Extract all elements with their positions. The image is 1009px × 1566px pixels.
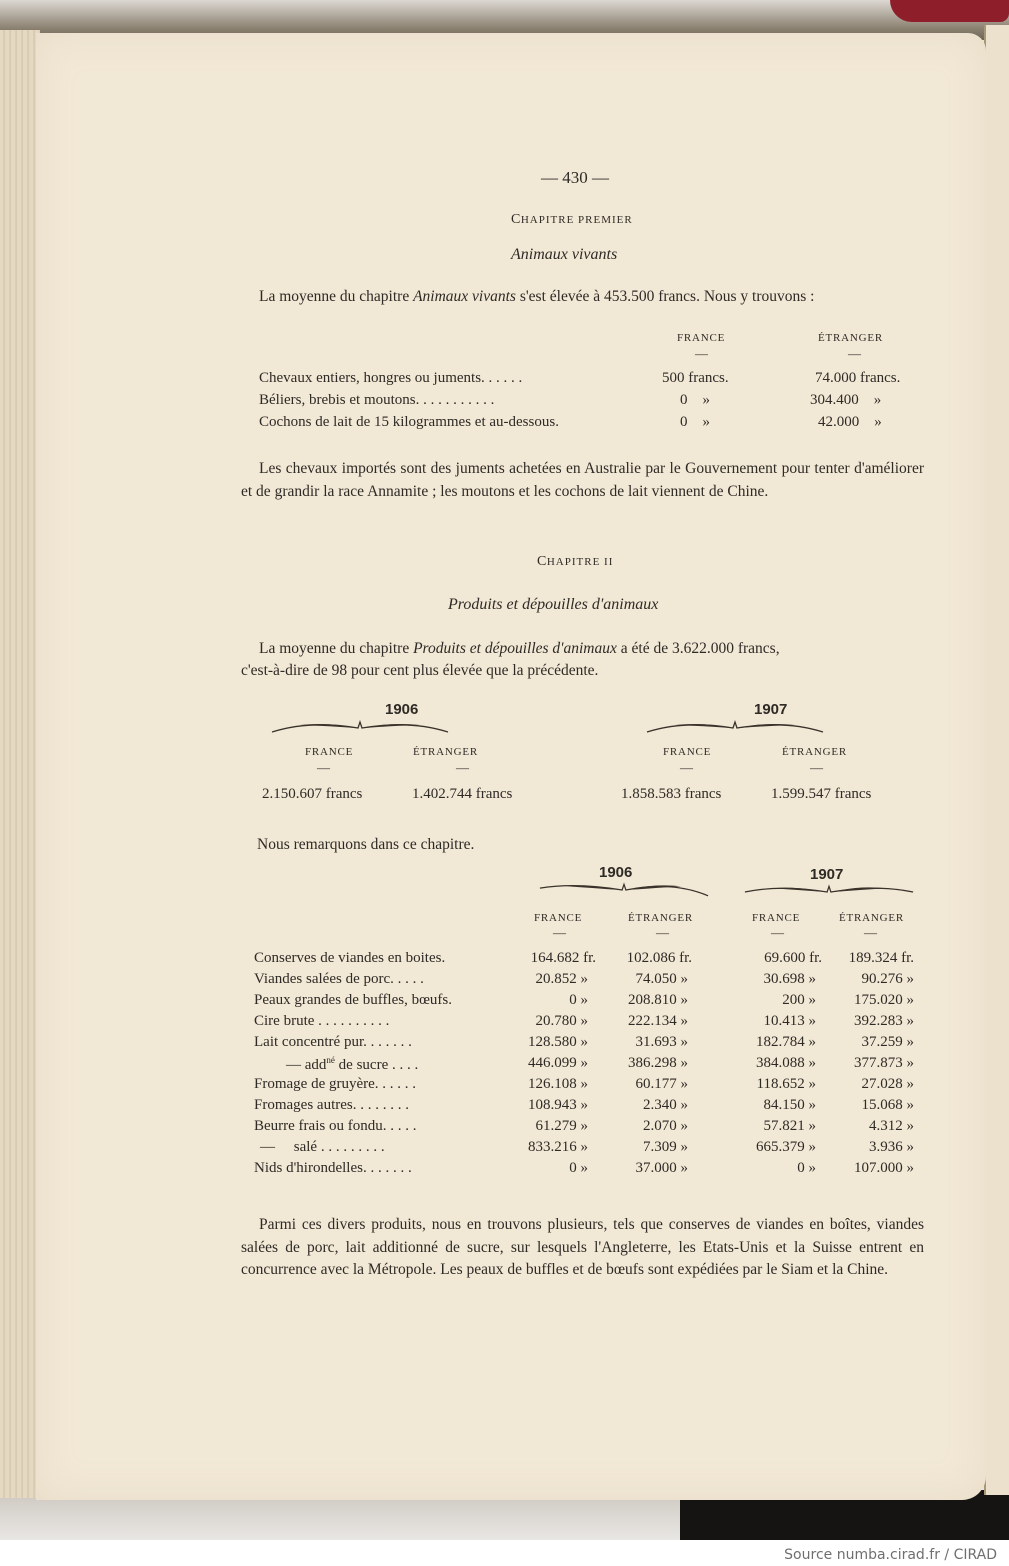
cell-france-1906: 20.780 » [535,1013,588,1029]
row-label-prefix: — add [286,1057,327,1073]
row-label: Beurre frais ou fondu. . . . . [254,1118,417,1134]
cell-france-1906: 108.943 » [528,1097,588,1113]
cell-etranger-1906: 37.000 » [635,1160,688,1176]
cell-etranger-1906: 102.086 fr. [626,950,692,966]
detail-table [254,950,924,1181]
table-cell-france: 500 francs. [662,370,729,386]
chapter2-title: Produits et dépouilles d'animaux [448,596,659,613]
row-label-superscript: né [326,1055,335,1065]
col-header-france: FRANCE [305,746,354,758]
cell-etranger-1907: 90.276 » [861,971,914,987]
cell-etranger-1907: 175.020 » [854,992,914,1008]
table-row [254,971,924,992]
year-label-1907: 1907 [754,701,788,718]
table-cell-france: 0 » [680,392,710,408]
intro-italic: Animaux vivants [413,288,516,305]
table-cell-etranger: 304.400 » [810,392,882,408]
cell-etranger-1907: 27.028 » [861,1076,914,1092]
cell-etranger-1907: 107.000 » [854,1160,914,1176]
cell-etranger-1907: 377.873 » [854,1055,914,1071]
table-row [254,1034,924,1055]
cell-france-1907: 384.088 » [756,1055,816,1071]
table-row-label: Béliers, brebis et moutons. . . . . . . . . . . [259,392,495,408]
table-row [254,950,924,971]
row-label: Cire brute . . . . . . . . . . [254,1013,390,1029]
col-dash: — [456,760,469,775]
cell-etranger-1906: 31.693 » [635,1034,688,1050]
total-france-1907: 1.858.583 francs [621,786,722,802]
detail-year-1907: 1907 [810,866,844,883]
total-france-1906: 2.150.607 francs [262,786,363,802]
brace-ornament [538,880,710,902]
row-label: Lait concentré pur. . . . . . . [254,1034,412,1050]
cell-france-1906: 20.852 » [535,971,588,987]
closing-paragraph: Parmi ces divers produits, nous en trouvons plusieurs, tels que conserves de viandes en boîtes, viandes salées de porc, lait additionné de sucre, sur lesquels l'Angleterre, les Etats-Unis et la Suisse entrent en concurrence avec la Métropole. Les peaux de buffles et de bœufs sont expédiées par le Siam et la Chine. [241,1216,924,1278]
cell-france-1906: 0 » [569,1160,588,1176]
chapter1-heading-initial: C [511,212,521,227]
intro-text: La moyenne du chapitre [259,288,414,305]
cell-france-1907: 118.652 » [756,1076,816,1092]
cell-france-1906: 446.099 » [528,1055,588,1071]
cell-etranger-1906: 208.810 » [628,992,688,1008]
chapter1-heading-rest: HAPITRE PREMIER [520,214,633,226]
cell-france-1906: 61.279 » [535,1118,588,1134]
cell-etranger-1907: 3.936 » [869,1139,914,1155]
cell-etranger-1906: 60.177 » [635,1076,688,1092]
year-label-1906: 1906 [385,701,419,718]
col-header-etranger: ÉTRANGER [818,332,884,344]
col-header-france: FRANCE [534,912,583,924]
cell-france-1907: 0 » [797,1160,816,1176]
intro-text-after: a été de 3.622.000 francs, [616,640,780,657]
table-cell-france: 0 » [680,414,710,430]
chapter2-heading-initial: C [537,554,547,569]
cell-france-1907: 84.150 » [763,1097,816,1113]
cell-etranger-1907: 189.324 fr. [848,950,914,966]
brace-ornament [645,718,825,740]
col-header-etranger: ÉTRANGER [839,912,905,924]
chapter2-remark: Nous remarquons dans ce chapitre. [257,836,475,853]
col-dash: — [771,925,784,940]
col-dash: — [864,925,877,940]
cell-etranger-1906: 2.070 » [643,1118,688,1134]
col-header-etranger: ÉTRANGER [413,746,479,758]
total-etranger-1906: 1.402.744 francs [412,786,513,802]
total-etranger-1907: 1.599.547 francs [771,786,872,802]
row-label: Conserves de viandes en boites. [254,950,446,966]
table-row [254,1055,924,1076]
cell-france-1906: 164.682 fr. [530,950,596,966]
cell-france-1907: 57.821 » [763,1118,816,1134]
table-row-label: Cochons de lait de 15 kilogrammes et au-dessous. [259,414,559,430]
col-header-etranger: ÉTRANGER [628,912,694,924]
row-label: Fromage de gruyère. . . . . . [254,1076,417,1092]
cell-france-1907: 200 » [782,992,816,1008]
col-dash: — [553,925,566,940]
chapter1-paragraph: Les chevaux importés sont des juments achetées en Australie par le Gouvernement pour tenter d'améliorer et de grandir la race Annamite ; les moutons et les cochons de lait viennent de Chine. [241,460,924,500]
cell-etranger-1906: 222.134 » [628,1013,688,1029]
brace-ornament [270,718,450,740]
cell-etranger-1907: 392.283 » [854,1013,914,1029]
chapter2-intro-line2: c'est-à-dire de 98 pour cent plus élevée que la précédente. [241,662,599,679]
table-row-label: Chevaux entiers, hongres ou juments. . . . . . [259,370,523,386]
chapter1-title: Animaux vivants [511,246,618,263]
scan-bottom-shadow [0,1495,700,1540]
cell-france-1907: 69.600 fr. [764,950,822,966]
table-row [254,1076,924,1097]
table-row [254,1013,924,1034]
col-header-france: FRANCE [752,912,801,924]
col-header-etranger: ÉTRANGER [782,746,848,758]
table-row [254,1139,924,1160]
cell-etranger-1907: 4.312 » [869,1118,914,1134]
cell-etranger-1906: 2.340 » [643,1097,688,1113]
page-number: — 430 — [541,168,609,187]
row-label [286,1055,418,1074]
cell-france-1906: 0 » [569,992,588,1008]
chapter1-heading [511,212,633,228]
col-dash: — [695,346,708,361]
row-label-suffix: de sucre . . . . [334,1057,419,1073]
row-label: Nids d'hirondelles. . . . . . . [254,1160,412,1176]
source-credit: Source numba.cirad.fr / CIRAD [784,1547,997,1563]
cell-etranger-1906: 386.298 » [628,1055,688,1071]
col-dash: — [317,760,330,775]
chapter2-heading-rest: HAPITRE II [546,556,614,568]
cell-france-1906: 128.580 » [528,1034,588,1050]
table-row [254,992,924,1013]
row-label: Fromages autres. . . . . . . . [254,1097,409,1113]
col-dash: — [848,346,861,361]
table-cell-etranger: 42.000 » [818,414,882,430]
cell-france-1907: 665.379 » [756,1139,816,1155]
table-row [254,1160,924,1181]
cell-france-1906: 833.216 » [528,1139,588,1155]
table-cell-etranger: 74.000 francs. [815,370,901,386]
detail-year-1906: 1906 [599,864,633,881]
col-dash: — [656,925,669,940]
cell-etranger-1906: 74.050 » [635,971,688,987]
chapter2-intro-line1 [259,638,780,660]
cell-france-1907: 10.413 » [763,1013,816,1029]
cell-france-1906: 126.108 » [528,1076,588,1092]
row-label: Viandes salées de porc. . . . . [254,971,424,987]
brace-ornament [743,882,915,904]
row-label: — salé . . . . . . . . . [260,1139,385,1155]
col-dash: — [810,760,823,775]
chapter2-heading [537,554,613,570]
cell-etranger-1907: 15.068 » [861,1097,914,1113]
cell-france-1907: 182.784 » [756,1034,816,1050]
cell-etranger-1907: 37.259 » [861,1034,914,1050]
cell-etranger-1906: 7.309 » [643,1139,688,1155]
row-label: Peaux grandes de buffles, bœufs. [254,992,453,1008]
table-row [254,1097,924,1118]
col-header-france: FRANCE [663,746,712,758]
intro-text-after: s'est élevée à 453.500 francs. Nous y trouvons : [515,288,815,305]
chapter1-intro [259,286,815,308]
intro-italic: Produits et dépouilles d'animaux [413,640,617,657]
cell-france-1907: 30.698 » [763,971,816,987]
table-row [254,1118,924,1139]
col-header-france: FRANCE [677,332,726,344]
col-dash: — [680,760,693,775]
intro-text: La moyenne du chapitre [259,640,414,657]
